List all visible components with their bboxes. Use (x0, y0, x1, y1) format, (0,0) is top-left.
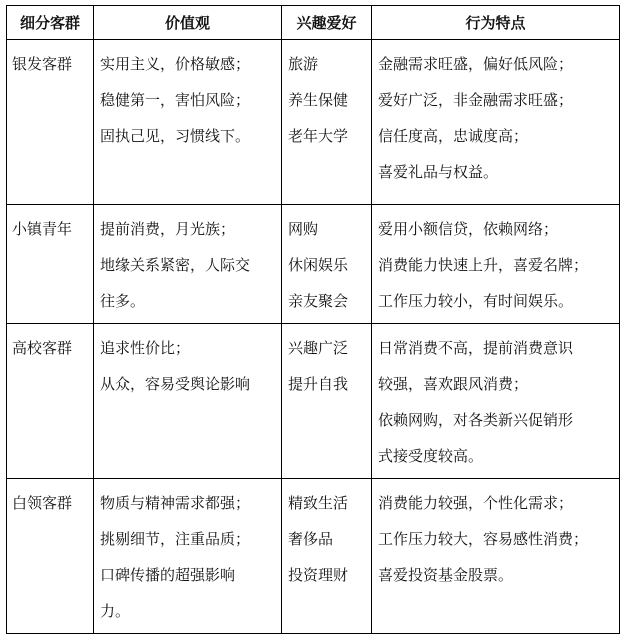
behavior-line: 消费能力较强，个性化需求； (378, 494, 574, 512)
values-line: 实用主义，价格敏感； (100, 55, 251, 73)
interest-line: 精致生活 (288, 494, 349, 512)
segment-cell (7, 324, 94, 479)
interest-line: 兴趣广泛 (288, 339, 349, 357)
table-row (7, 324, 620, 479)
values-line: 挑剔细节，注重品质； (100, 530, 251, 548)
values-cell (94, 324, 282, 479)
behavior-line: 金融需求旺盛，偏好低风险； (378, 55, 574, 73)
behavior-line: 信任度高，忠诚度高； (378, 127, 529, 145)
values-cell (94, 479, 282, 634)
interest-line: 投资理财 (288, 566, 349, 584)
behavior-line: 依赖网购，对各类新兴促销形 (378, 411, 574, 429)
behavior-line: 工作压力较大，容易感性消费； (378, 530, 589, 548)
values-line: 稳健第一，害怕风险； (100, 91, 251, 109)
interest-line: 旅游 (288, 55, 319, 73)
customer-segment-table (6, 5, 620, 634)
interests-cell (282, 205, 372, 324)
header-interests: 兴趣爱好 (282, 6, 372, 40)
values-line: 往多。 (100, 292, 146, 310)
behavior-line: 爱好广泛，非金融需求旺盛； (378, 91, 574, 109)
values-line: 力。 (100, 602, 131, 620)
values-line: 提前消费，月光族； (100, 220, 236, 238)
behaviors-cell (372, 40, 620, 205)
header-segment: 细分客群 (7, 6, 94, 40)
behaviors-cell (372, 205, 620, 324)
segment-cell (7, 479, 94, 634)
header-behaviors: 行为特点 (372, 6, 620, 40)
interest-line: 老年大学 (288, 127, 349, 145)
behavior-line: 爱用小额信贷，依赖网络； (378, 220, 559, 238)
segment-cell (7, 40, 94, 205)
behavior-line: 工作压力较小，有时间娱乐。 (378, 292, 574, 310)
values-line: 口碑传播的超强影响 (100, 566, 236, 584)
interest-line: 提升自我 (288, 375, 349, 393)
values-cell (94, 205, 282, 324)
interest-line: 休闲娱乐 (288, 256, 349, 274)
behavior-line: 较强，喜欢跟风消费； (378, 375, 529, 393)
interests-cell (282, 479, 372, 634)
segment-cell (7, 205, 94, 324)
interest-line: 网购 (288, 220, 319, 238)
interest-line: 亲友聚会 (288, 292, 349, 310)
behavior-line: 喜爱礼品与权益。 (378, 163, 499, 181)
interest-line: 奢侈品 (288, 530, 334, 548)
values-line: 物质与精神需求都强； (100, 494, 251, 512)
behavior-line: 日常消费不高，提前消费意识 (378, 339, 574, 357)
values-cell (94, 40, 282, 205)
behavior-line: 喜爱投资基金股票。 (378, 566, 514, 584)
values-line: 固执己见，习惯线下。 (100, 127, 251, 145)
table-row (7, 40, 620, 205)
behaviors-cell (372, 324, 620, 479)
interests-cell (282, 324, 372, 479)
header-row (7, 6, 620, 40)
interest-line: 养生保健 (288, 91, 349, 109)
behaviors-cell (372, 479, 620, 634)
segment-name: 银发客群 (12, 55, 73, 73)
table-row (7, 205, 620, 324)
values-line: 追求性价比； (100, 339, 191, 357)
interests-cell (282, 40, 372, 205)
header-values: 价值观 (94, 6, 282, 40)
segment-name: 小镇青年 (12, 220, 73, 238)
values-line: 地缘关系紧密，人际交 (100, 256, 251, 274)
segment-name: 白领客群 (12, 494, 73, 512)
values-line: 从众，容易受舆论影响 (100, 375, 251, 393)
segment-name: 高校客群 (12, 339, 73, 357)
table-row (7, 479, 620, 634)
behavior-line: 式接受度较高。 (378, 447, 484, 465)
behavior-line: 消费能力快速上升，喜爱名牌； (378, 256, 589, 274)
